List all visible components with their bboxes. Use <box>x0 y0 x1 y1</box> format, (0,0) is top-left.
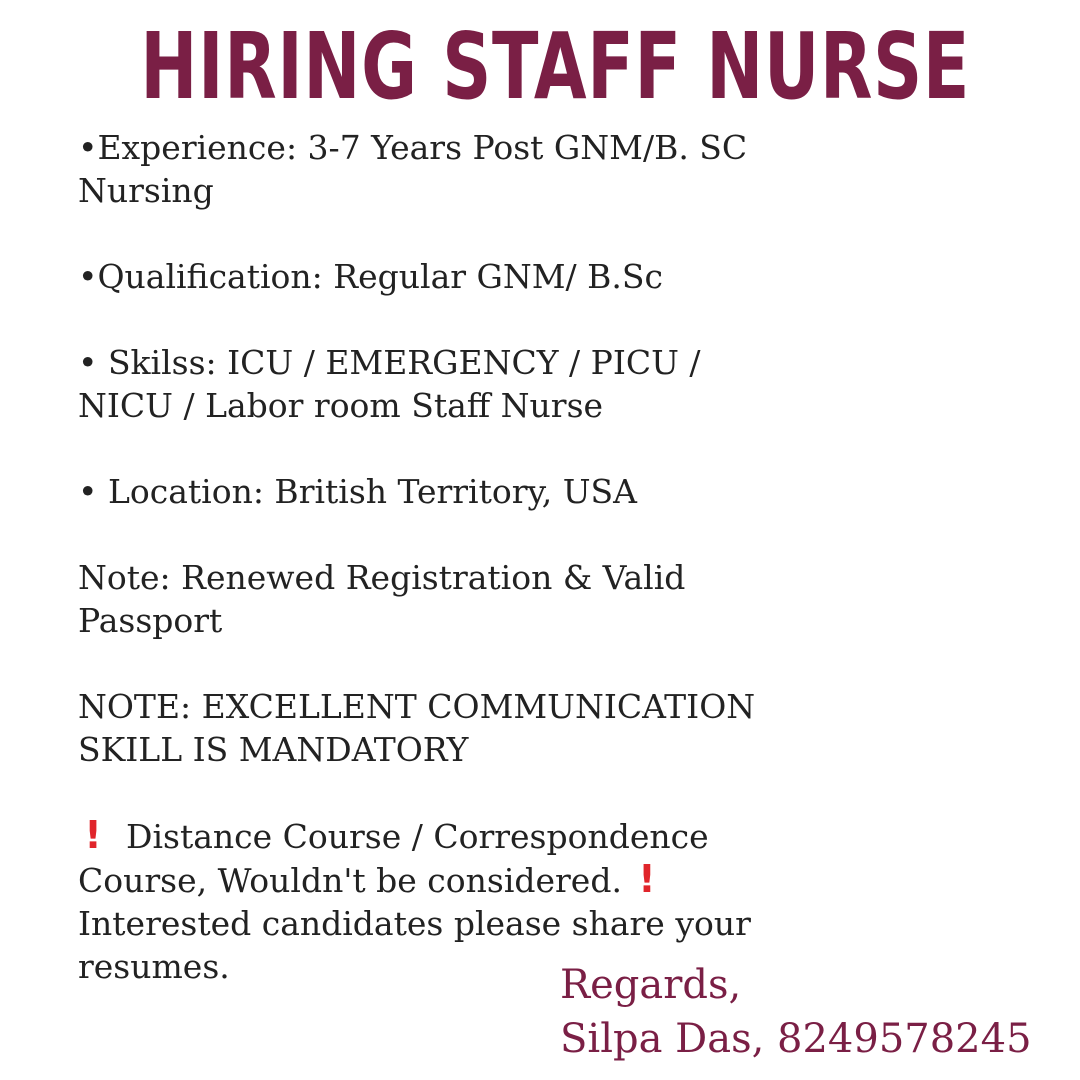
qualification-item <box>78 255 798 298</box>
location-line: • Location: British Territory, USA <box>78 472 637 511</box>
distance-note-text-1: Distance Course / Correspondence <box>126 817 709 856</box>
distance-note-line-4: resumes. <box>78 947 230 986</box>
experience-line-2: Nursing <box>78 171 214 210</box>
distance-note-line-3: Interested candidates please share your <box>78 904 751 943</box>
communication-note-line-2: SKILL IS MANDATORY <box>78 730 469 769</box>
regards-text: Regards, <box>560 962 742 1008</box>
contact-text: Silpa Das, 8249578245 <box>560 1016 1032 1062</box>
skills-line-1: • Skilss: ICU / EMERGENCY / PICU / <box>78 343 701 382</box>
distance-note-line-2 <box>78 858 798 902</box>
distance-note-line-1 <box>78 814 798 858</box>
registration-note-line-2: Passport <box>78 601 223 640</box>
location-item <box>78 470 798 513</box>
experience-item <box>78 126 798 212</box>
signature-block <box>560 958 1032 1066</box>
communication-note-line-1: NOTE: EXCELLENT COMMUNICATION <box>78 687 756 726</box>
exclamation-icon: ! <box>84 813 102 857</box>
exclamation-icon: ! <box>638 857 656 901</box>
experience-line-1: •Experience: 3-7 Years Post GNM/B. SC <box>78 128 748 167</box>
job-details <box>78 126 798 988</box>
skills-item <box>78 341 798 427</box>
registration-note-line-1: Note: Renewed Registration & Valid <box>78 558 686 597</box>
distance-note-text-2: Course, Wouldn't be considered. <box>78 861 622 900</box>
registration-note <box>78 556 798 642</box>
skills-line-2: NICU / Labor room Staff Nurse <box>78 386 604 425</box>
communication-note <box>78 685 798 771</box>
page-title: HIRING STAFF NURSE <box>140 13 971 120</box>
qualification-line: •Qualification: Regular GNM/ B.Sc <box>78 257 663 296</box>
